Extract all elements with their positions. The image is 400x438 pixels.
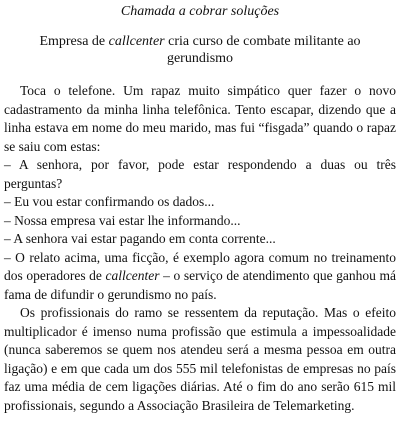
dialogue-line-2: – Eu vou estar confirmando os dados... xyxy=(4,194,215,209)
paragraph-professionals: Os profissionais do ramo se ressentem da reputação. Mas o efeito multiplicador é imenso numa profissão que estimula a impessoalidade (nunca saberemos se quem nos atendeu será a mesma pessoa em outra ligação) e em que cada um dos 555 mil telefonistas de empresas no país faz uma média de cem ligações diárias. Até o fim do ano serão 615 mil profissionais, segundo a Associação Brasileira de Telemarketing. xyxy=(4,305,396,413)
account-text-end: – o serviço de atendimento que ganhou má fama de difundir o gerundismo no país. xyxy=(4,268,397,302)
dialogue-line-4: – A senhora vai estar pagando em conta corrente... xyxy=(4,231,276,246)
account-text-start: – O relato acima, uma ficção, é exemplo agora comum no treinamento dos operadores de xyxy=(4,249,396,283)
account-emphasis: callcenter xyxy=(105,268,160,283)
paragraph-account xyxy=(4,249,396,305)
article-headline xyxy=(16,33,384,67)
article xyxy=(4,3,396,415)
headline-emphasis: callcenter xyxy=(108,34,165,49)
dialogue-line-3: – Nossa empresa vai estar lhe informando... xyxy=(4,212,241,228)
section-kicker: Chamada a cobrar soluções xyxy=(120,4,280,19)
paragraph-intro: Toca o telefone. Um rapaz muito simpático quer fazer o novo cadastramento da minha linha telefônica. Tento escapar, dizendo que a linha estava em nome do meu marido, mas fui “fisgada” quando o rapaz se saiu com estas: xyxy=(4,83,396,154)
headline-text-end: cria curso de combate militante ao gerundismo xyxy=(164,34,361,66)
headline-text-start: Empresa de xyxy=(39,34,109,49)
dialogue-line-1: – A senhora, por favor, pode estar respondendo a duas ou três perguntas? xyxy=(4,157,396,191)
